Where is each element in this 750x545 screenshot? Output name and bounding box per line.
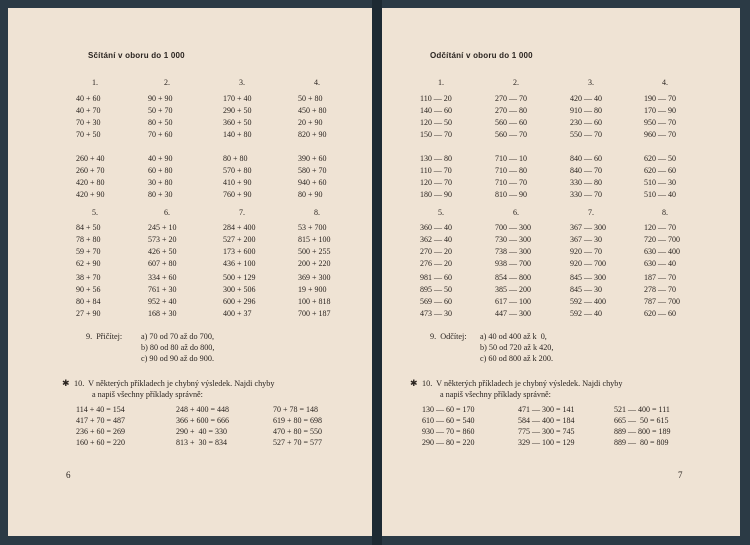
exercise-item: 560 — 70 xyxy=(495,130,527,139)
correction-item: 610 — 60 = 540 xyxy=(422,416,475,425)
exercise-item: 190 — 70 xyxy=(644,94,676,103)
exercise-9-line: c) 60 od 800 až k 200. xyxy=(480,354,553,363)
exercise-item: 200 + 220 xyxy=(298,259,331,268)
exercise-9-line: a) 40 od 400 až k 0, xyxy=(480,332,547,341)
exercise-item: 420 + 90 xyxy=(76,190,105,199)
exercise-9-line: b) 80 od 80 až do 800, xyxy=(141,343,215,352)
page-title: Sčítání v oboru do 1 000 xyxy=(88,51,185,60)
exercise-item: 59 + 70 xyxy=(76,247,101,256)
book-spine xyxy=(372,0,382,545)
correction-item: 527 + 70 = 577 xyxy=(273,438,323,447)
exercise-item: 80 + 30 xyxy=(148,190,173,199)
correction-item: 248 + 400 = 448 xyxy=(176,405,230,414)
exercise-item: 369 + 300 xyxy=(298,273,331,282)
exercise-item: 30 + 80 xyxy=(148,178,173,187)
exercise-item: 168 + 30 xyxy=(148,309,177,318)
correction-item: 470 + 80 = 550 xyxy=(273,427,323,436)
exercise-item: 840 — 60 xyxy=(570,154,602,163)
exercise-item: 607 + 80 xyxy=(148,259,177,268)
exercise-item: 420 — 40 xyxy=(570,94,602,103)
exercise-item: 40 + 90 xyxy=(148,154,173,163)
exercise-item: 360 + 50 xyxy=(223,118,252,127)
exercise-10-heading-cont: a napiš všechny příklady správně: xyxy=(440,390,551,399)
exercise-item: 19 + 900 xyxy=(298,285,327,294)
exercise-9-label: 9. Přičítej: xyxy=(86,332,123,341)
exercise-item: 276 — 20 xyxy=(420,259,452,268)
exercise-item: 80 + 84 xyxy=(76,297,101,306)
exercise-item: 710 — 70 xyxy=(495,178,527,187)
column-number: 8. xyxy=(662,208,668,217)
correction-item: 775 — 300 = 745 xyxy=(518,427,575,436)
column-number: 1. xyxy=(438,78,444,87)
exercise-item: 592 — 400 xyxy=(570,297,606,306)
exercise-item: 180 — 90 xyxy=(420,190,452,199)
exercise-item: 38 + 70 xyxy=(76,273,101,282)
column-number: 2. xyxy=(513,78,519,87)
exercise-item: 420 + 80 xyxy=(76,178,105,187)
exercise-item: 620 — 60 xyxy=(644,309,676,318)
exercise-10-heading-cont: a napiš všechny příklady správně: xyxy=(92,390,203,399)
exercise-item: 580 + 70 xyxy=(298,166,327,175)
exercise-item: 70 + 50 xyxy=(76,130,101,139)
exercise-item: 120 — 50 xyxy=(420,118,452,127)
correction-item: 70 + 78 = 148 xyxy=(273,405,319,414)
exercise-9-line: a) 70 od 70 až do 700, xyxy=(141,332,214,341)
page-number: 6 xyxy=(66,470,71,480)
exercise-item: 110 — 20 xyxy=(420,94,452,103)
exercise-item: 290 + 50 xyxy=(223,106,252,115)
column-number: 4. xyxy=(662,78,668,87)
exercise-item: 40 + 70 xyxy=(76,106,101,115)
exercise-item: 630 — 400 xyxy=(644,247,680,256)
correction-item: 160 + 60 = 220 xyxy=(76,438,126,447)
exercise-item: 362 — 40 xyxy=(420,235,452,244)
exercise-item: 895 — 50 xyxy=(420,285,452,294)
exercise-item: 360 — 40 xyxy=(420,223,452,232)
page-title: Odčítání v oboru do 1 000 xyxy=(430,51,533,60)
exercise-item: 573 + 20 xyxy=(148,235,177,244)
column-number: 4. xyxy=(314,78,320,87)
exercise-item: 938 — 700 xyxy=(495,259,531,268)
exercise-item: 447 — 300 xyxy=(495,309,531,318)
column-number: 7. xyxy=(588,208,594,217)
exercise-item: 53 + 700 xyxy=(298,223,327,232)
exercise-item: 500 + 255 xyxy=(298,247,331,256)
exercise-item: 920 — 70 xyxy=(570,247,602,256)
exercise-item: 845 — 300 xyxy=(570,273,606,282)
exercise-item: 130 — 80 xyxy=(420,154,452,163)
exercise-item: 100 + 818 xyxy=(298,297,331,306)
exercise-item: 761 + 30 xyxy=(148,285,177,294)
exercise-item: 60 + 80 xyxy=(148,166,173,175)
correction-item: 290 — 80 = 220 xyxy=(422,438,475,447)
column-number: 6. xyxy=(513,208,519,217)
exercise-item: 170 — 90 xyxy=(644,106,676,115)
exercise-item: 720 — 700 xyxy=(644,235,680,244)
right-page xyxy=(382,8,740,536)
exercise-item: 620 — 50 xyxy=(644,154,676,163)
page-number: 7 xyxy=(678,470,683,480)
exercise-item: 150 — 70 xyxy=(420,130,452,139)
exercise-item: 560 — 60 xyxy=(495,118,527,127)
exercise-item: 550 — 70 xyxy=(570,130,602,139)
exercise-item: 278 — 70 xyxy=(644,285,676,294)
star-marker: ✱ xyxy=(62,378,70,388)
exercise-item: 140 + 80 xyxy=(223,130,252,139)
correction-item: 665 — 50 = 615 xyxy=(614,416,669,425)
exercise-10-heading: 10. V některých příkladech je chybný výsledek. Najdi chyby xyxy=(422,379,623,388)
column-number: 2. xyxy=(164,78,170,87)
exercise-item: 700 + 187 xyxy=(298,309,331,318)
exercise-item: 700 — 300 xyxy=(495,223,531,232)
left-page xyxy=(8,8,372,536)
correction-item: 930 — 70 = 860 xyxy=(422,427,475,436)
exercise-10-heading: 10. V některých příkladech je chybný výsledek. Najdi chyby xyxy=(74,379,275,388)
correction-item: 584 — 400 = 184 xyxy=(518,416,575,425)
exercise-item: 630 — 40 xyxy=(644,259,676,268)
exercise-item: 300 + 506 xyxy=(223,285,256,294)
exercise-item: 710 — 10 xyxy=(495,154,527,163)
exercise-item: 410 + 90 xyxy=(223,178,252,187)
exercise-item: 50 + 80 xyxy=(298,94,323,103)
exercise-item: 760 + 90 xyxy=(223,190,252,199)
exercise-item: 110 — 70 xyxy=(420,166,452,175)
exercise-item: 70 + 30 xyxy=(76,118,101,127)
exercise-item: 845 — 30 xyxy=(570,285,602,294)
column-number: 1. xyxy=(92,78,98,87)
correction-item: 236 + 60 = 269 xyxy=(76,427,126,436)
exercise-9-line: c) 90 od 90 až do 900. xyxy=(141,354,214,363)
exercise-item: 390 + 60 xyxy=(298,154,327,163)
exercise-item: 510 — 40 xyxy=(644,190,676,199)
exercise-item: 62 + 90 xyxy=(76,259,101,268)
exercise-item: 78 + 80 xyxy=(76,235,101,244)
correction-item: 813 + 30 = 834 xyxy=(176,438,228,447)
exercise-item: 284 + 400 xyxy=(223,223,256,232)
correction-item: 889 — 800 = 189 xyxy=(614,427,671,436)
correction-item: 130 — 60 = 170 xyxy=(422,405,475,414)
exercise-item: 854 — 800 xyxy=(495,273,531,282)
exercise-9-label: 9. Odčítej: xyxy=(430,332,467,341)
exercise-item: 527 + 200 xyxy=(223,235,256,244)
exercise-item: 787 — 700 xyxy=(644,297,680,306)
exercise-item: 400 + 37 xyxy=(223,309,252,318)
exercise-item: 170 + 40 xyxy=(223,94,252,103)
exercise-item: 450 + 80 xyxy=(298,106,327,115)
exercise-item: 436 + 100 xyxy=(223,259,256,268)
exercise-item: 730 — 300 xyxy=(495,235,531,244)
exercise-item: 367 — 30 xyxy=(570,235,602,244)
correction-item: 290 + 40 = 330 xyxy=(176,427,228,436)
exercise-item: 820 + 90 xyxy=(298,130,327,139)
exercise-item: 230 — 60 xyxy=(570,118,602,127)
exercise-item: 738 — 300 xyxy=(495,247,531,256)
exercise-item: 367 — 300 xyxy=(570,223,606,232)
exercise-item: 810 — 90 xyxy=(495,190,527,199)
exercise-item: 385 — 200 xyxy=(495,285,531,294)
correction-item: 417 + 70 = 487 xyxy=(76,416,126,425)
exercise-item: 70 + 60 xyxy=(148,130,173,139)
exercise-item: 940 + 60 xyxy=(298,178,327,187)
column-number: 3. xyxy=(588,78,594,87)
exercise-item: 710 — 80 xyxy=(495,166,527,175)
exercise-item: 90 + 90 xyxy=(148,94,173,103)
exercise-item: 270 — 80 xyxy=(495,106,527,115)
exercise-item: 426 + 50 xyxy=(148,247,177,256)
exercise-item: 27 + 90 xyxy=(76,309,101,318)
exercise-item: 270 — 20 xyxy=(420,247,452,256)
correction-item: 521 — 400 = 111 xyxy=(614,405,670,414)
exercise-item: 50 + 70 xyxy=(148,106,173,115)
exercise-item: 960 — 70 xyxy=(644,130,676,139)
exercise-item: 840 — 70 xyxy=(570,166,602,175)
exercise-item: 981 — 60 xyxy=(420,273,452,282)
exercise-item: 270 — 70 xyxy=(495,94,527,103)
star-marker: ✱ xyxy=(410,378,418,388)
correction-item: 366 + 600 = 666 xyxy=(176,416,230,425)
exercise-item: 510 — 30 xyxy=(644,178,676,187)
exercise-item: 569 — 60 xyxy=(420,297,452,306)
exercise-item: 80 + 90 xyxy=(298,190,323,199)
column-number: 3. xyxy=(239,78,245,87)
exercise-item: 500 + 129 xyxy=(223,273,256,282)
correction-item: 471 — 300 = 141 xyxy=(518,405,575,414)
exercise-item: 473 — 30 xyxy=(420,309,452,318)
exercise-item: 80 + 80 xyxy=(223,154,248,163)
exercise-item: 260 + 70 xyxy=(76,166,105,175)
exercise-item: 617 — 100 xyxy=(495,297,531,306)
column-number: 6. xyxy=(164,208,170,217)
exercise-item: 910 — 80 xyxy=(570,106,602,115)
exercise-item: 20 + 90 xyxy=(298,118,323,127)
exercise-item: 600 + 296 xyxy=(223,297,256,306)
exercise-item: 120 — 70 xyxy=(644,223,676,232)
exercise-item: 187 — 70 xyxy=(644,273,676,282)
exercise-item: 950 — 70 xyxy=(644,118,676,127)
exercise-item: 260 + 40 xyxy=(76,154,105,163)
exercise-item: 570 + 80 xyxy=(223,166,252,175)
exercise-item: 334 + 60 xyxy=(148,273,177,282)
exercise-item: 84 + 50 xyxy=(76,223,101,232)
exercise-9-line: b) 50 od 720 až k 420, xyxy=(480,343,554,352)
correction-item: 619 + 80 = 698 xyxy=(273,416,323,425)
exercise-item: 330 — 80 xyxy=(570,178,602,187)
column-number: 8. xyxy=(314,208,320,217)
correction-item: 889 — 80 = 809 xyxy=(614,438,669,447)
exercise-item: 620 — 60 xyxy=(644,166,676,175)
exercise-item: 245 + 10 xyxy=(148,223,177,232)
exercise-item: 90 + 56 xyxy=(76,285,101,294)
exercise-item: 80 + 50 xyxy=(148,118,173,127)
exercise-item: 330 — 70 xyxy=(570,190,602,199)
exercise-item: 592 — 40 xyxy=(570,309,602,318)
exercise-item: 120 — 70 xyxy=(420,178,452,187)
column-number: 7. xyxy=(239,208,245,217)
exercise-item: 40 + 60 xyxy=(76,94,101,103)
correction-item: 329 — 100 = 129 xyxy=(518,438,575,447)
column-number: 5. xyxy=(92,208,98,217)
exercise-item: 173 + 600 xyxy=(223,247,256,256)
correction-item: 114 + 40 = 154 xyxy=(76,405,125,414)
exercise-item: 920 — 700 xyxy=(570,259,606,268)
exercise-item: 952 + 40 xyxy=(148,297,177,306)
exercise-item: 815 + 100 xyxy=(298,235,331,244)
exercise-item: 140 — 60 xyxy=(420,106,452,115)
column-number: 5. xyxy=(438,208,444,217)
